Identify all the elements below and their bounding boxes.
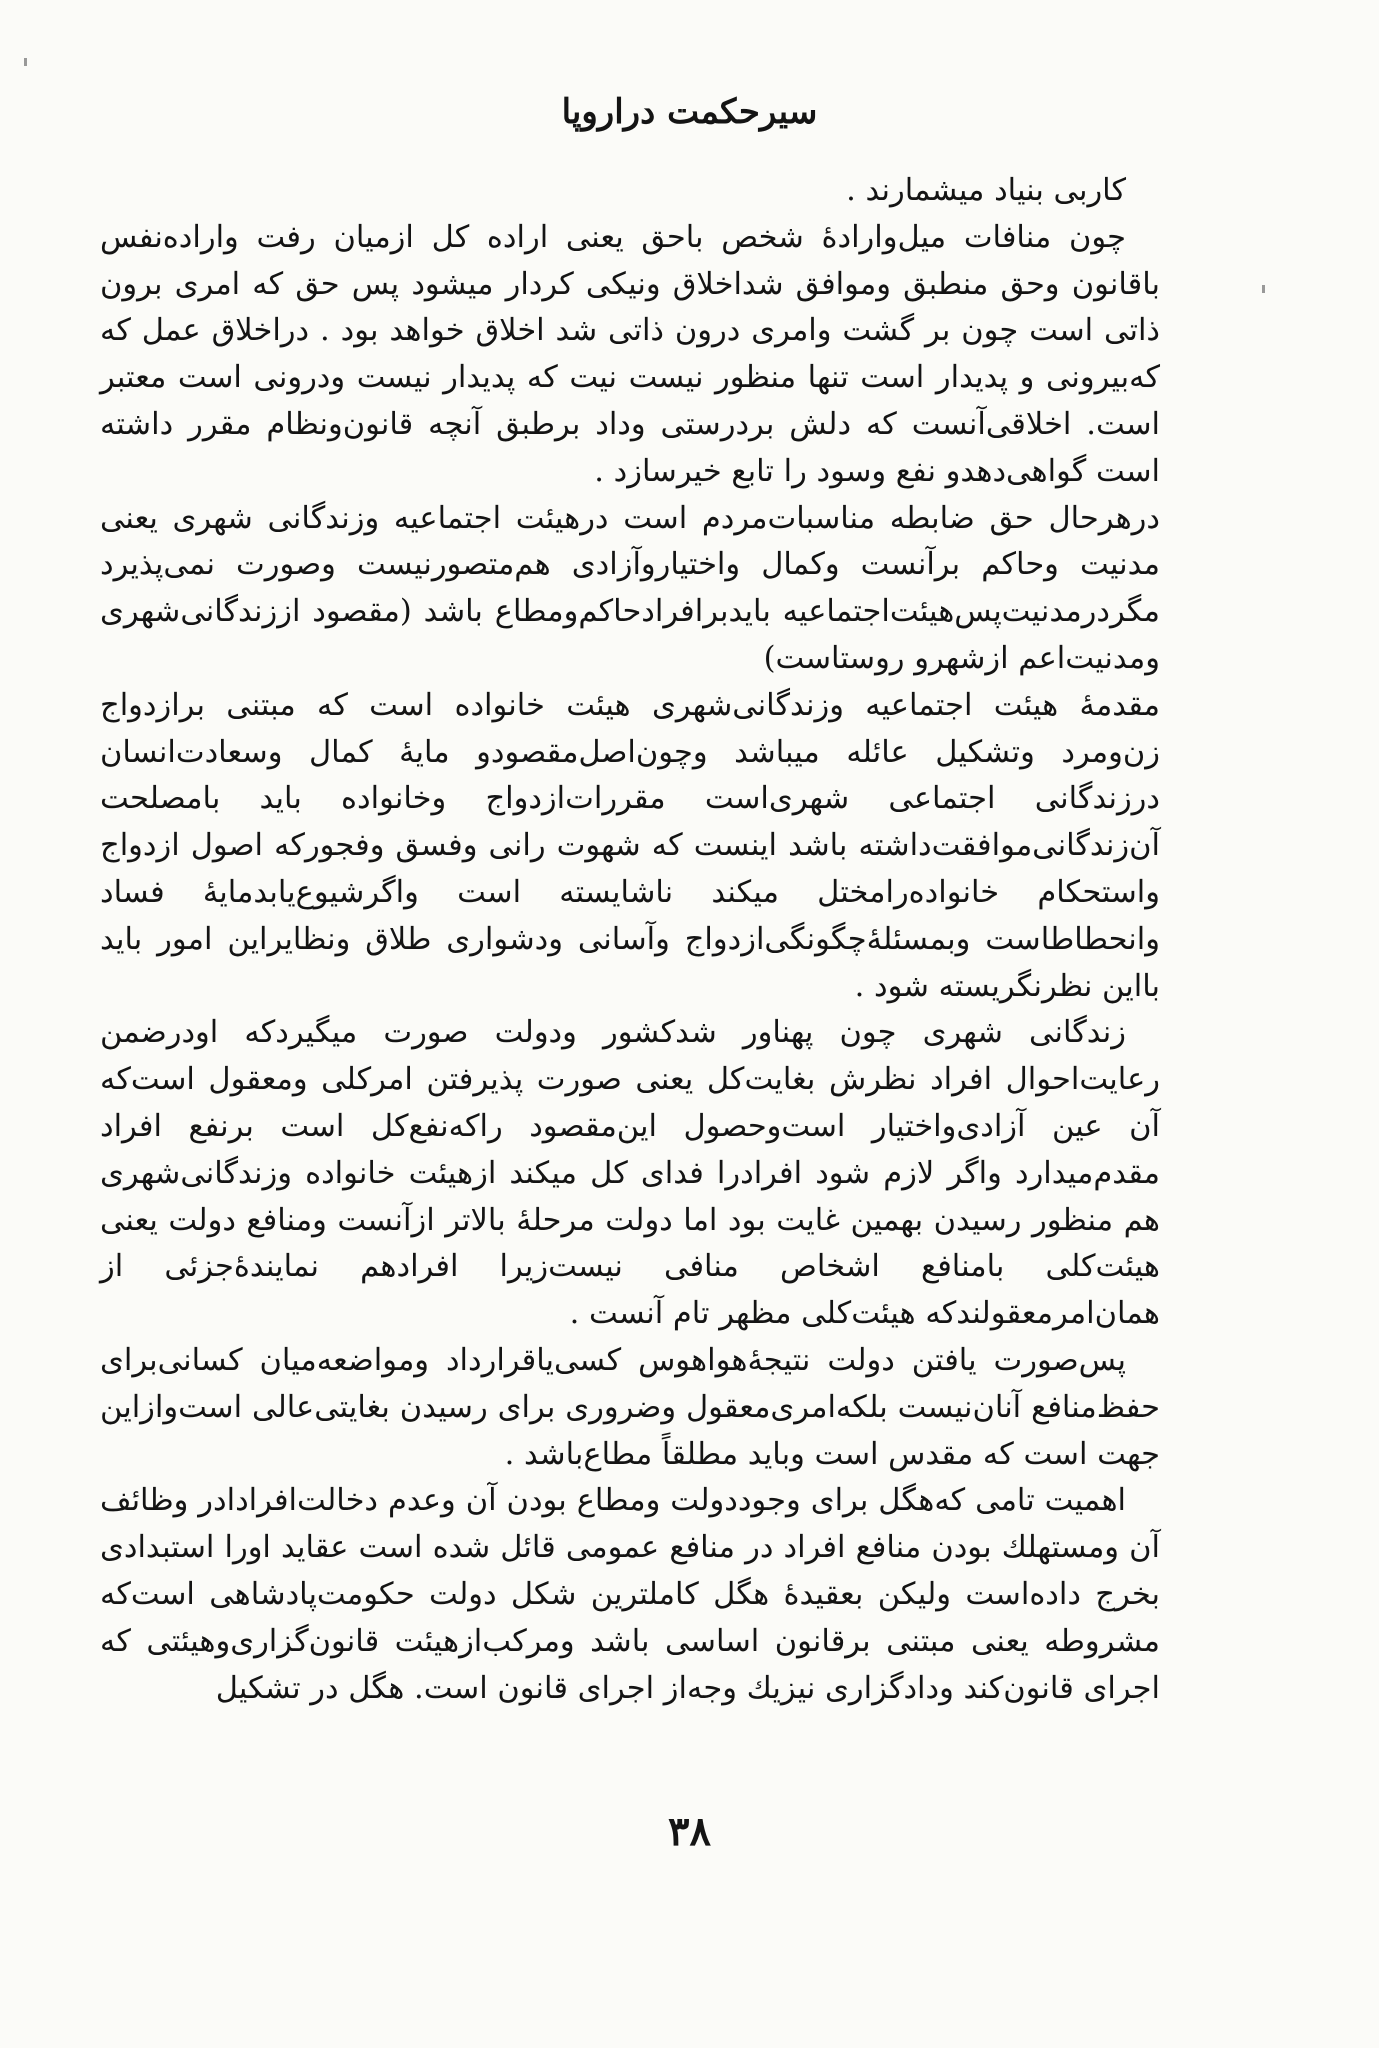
- scan-speck: [1262, 285, 1265, 293]
- paragraph-continuation: کاربی بنیاد میشمارند .: [846, 173, 1126, 208]
- paragraph: زندگانی شهری چون پهناور شدکشور ودولت صورت میگیردکه اودرضمن رعایت‌احوال افراد نظرش بغایت‌کل یعنی صورت پذیرفتن امرکلی ومعقول است‌که آن عین آزادی‌واختیار است‌وحصول این‌مقصود راکه‌نفع‌کل است برنفع افراد مقدم‌میدارد واگر لازم شود افرادرا فدای کل میکند ازهیئت خانواده وزندگانی‌شهری هم منظور رسیدن بهمین غایت بود اما دولت مرحلهٔ بالاتر ازآنست ومنافع دولت یعنی هیئت‌کلی بامنافع اشخاص منافی نیست‌زیرا افرادهم نمایندهٔ‌جزئی از همان‌امرمعقولند‌که هیئت‌کلی مظهر تام آنست .: [100, 1015, 1160, 1332]
- paragraph: مقدمهٔ هیئت اجتماعیه وزندگانی‌شهری هیئت خانواده است که مبتنی برازدواج زن‌ومرد وتشکیل عائله میباشد وچون‌اصل‌مقصودو مایهٔ کمال وسعادت‌انسان درزندگانی اجتماعی شهری‌است مقررات‌ازدواج وخانواده باید بامصلحت آن‌زندگانی‌موافقت‌داشته باشد اینست که شهوت رانی وفسق وفجورکه اصول ازدواج واستحکام خانواده‌رامختل میکند ناشایسته است واگرشیوع‌یابدمایهٔ فساد وانحطاطاست وبمسئلهٔ‌چگونگی‌ازدواج وآسانی ودشواری طلاق ونظایراین امور باید بااین نظرنگریسته شود .: [100, 687, 1160, 1004]
- running-header: سیرحکمت دراروپا: [561, 92, 818, 132]
- paragraph: پس‌صورت یافتن دولت نتیجهٔ‌هواهوس کسی‌یاقرارداد ومواضعه‌میان کسانی‌برای حفظ‌منافع آنان‌نیست بلکه‌امری‌معقول وضروری برای رسیدن بغایتی‌عالی است‌وازاین جهت است که مقدس است وباید مطلقاً مطاع‌باشد .: [100, 1342, 1160, 1472]
- body-text: [100, 168, 1160, 1712]
- scan-speck: [24, 58, 27, 66]
- paragraph: اهمیت تامی که‌هگل برای وجوددولت ومطاع بودن آن وعدم دخالت‌افرادادر وظائف آن ومستهلك بودن منافع افراد در منافع عمومی قائل شده است عقاید اورا استبدادی بخرج داده‌است ولیکن بعقیدهٔ هگل کاملترین شکل دولت حکومت‌پادشاهی است‌که مشروطه یعنی مبتنی برقانون اساسی باشد ومرکب‌ازهیئت قانون‌گزاری‌وهیئتی که اجرای قانون‌کند ودادگزاری نیزیك وجه‌از اجرای قانون است. هگل در تشکیل: [100, 1483, 1160, 1706]
- paragraph: چون منافات میل‌وارادهٔ شخص باحق یعنی اراده کل ازمیان رفت واراده‌نفس باقانون وحق منطبق وموافق شداخلاق ونیکی کردار میشود پس حق که امری برون ذاتی است چون بر گشت وامری درون ذاتی شد اخلاق خواهد بود . دراخلاق عمل که که‌بیرونی و پدیدار است تنها منظور نیست نیت که پدیدار نیست ودرونی است معتبر است. اخلاقی‌آنست که دلش بردرستی وداد برطبق آنچه قانون‌ونظام مقرر داشته است گواهی‌دهدو نفع وسود را تابع خیرسازد .: [100, 219, 1160, 489]
- page-number: ۳۸: [668, 1808, 711, 1855]
- paragraph: درهرحال حق ضابطه مناسبات‌مردم است درهیئت اجتماعیه وزندگانی شهری یعنی مدنیت وحاکم برآنست وکمال واختیاروآزادی هم‌متصورنیست وصورت نمی‌پذیرد مگردرمدنیت‌پس‌هیئت‌اجتماعیه بایدبرافرادحاکم‌ومطاع باشد (مقصود اززندگانی‌شهری ومدنیت‌اعم ازشهرو روستاست): [100, 500, 1160, 676]
